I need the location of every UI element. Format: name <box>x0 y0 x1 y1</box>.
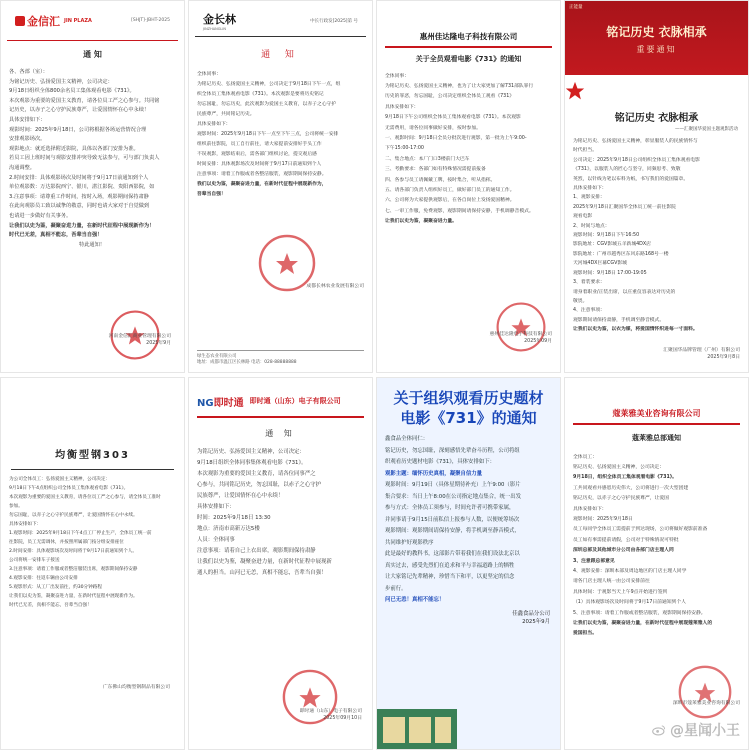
sign-company: 深圳市蔻莱雅美业咨询有限公司 <box>672 701 740 706</box>
company-name: 即时通（山东）电子有限公司 <box>249 397 341 405</box>
body-line: 9月18日，组织全体员工集体观看电影《731》。 <box>573 475 677 481</box>
notice-body <box>1 476 184 610</box>
logo-mark-icon <box>15 16 25 26</box>
red-seal-icon <box>677 664 733 720</box>
body-line: 9月18日组织全体同事集体观看电影《731》。 <box>197 459 307 466</box>
body-line: 观影时间：9月19日（具体星期待补充）上午9:00（影片 <box>385 482 521 488</box>
body-line: 让我们以史为鉴，凝聚奋进力量，在新时代征程中展现新作为！ <box>9 222 155 229</box>
body-line: 我们以史为鉴，凝聚奋进力量，在新时代征程中展现新作为， <box>197 182 327 187</box>
document-ref: [SHJT]-JBHT-2025 <box>131 18 170 23</box>
company-name: 惠州佳达隆电子科技有限公司 <box>419 32 518 41</box>
body-line: 3、着装要求： <box>573 280 605 286</box>
body-line: 铭记历史、弘扬爱国主义精神，公司决定： <box>573 464 665 470</box>
logo-subtext: JIN PLAZA <box>64 17 92 24</box>
body-line: 具体安排如下： <box>197 503 235 510</box>
body-line: 为铭记历史、弘扬爱国主义精神，公司决定： <box>197 448 305 455</box>
body-line: 心参与，共同铭记历史，勿忘国耻，以赤子之心守护 <box>197 481 321 488</box>
sign-company: 汇聚国华品牌管理（广州）有限公司 <box>663 348 740 353</box>
body-line: 时间安排：具体观影场次及时间将于9月17日前通知到个人 <box>197 162 322 167</box>
body-line: 观影期间请保持肃静，手机调至静音模式。 <box>573 317 665 323</box>
body-line: 铭记历史，以赤子之心守护民族尊严，让爱国 <box>573 496 669 502</box>
body-line: 织观看历史题材电影《731》，具体安排如下： <box>385 459 496 465</box>
body-line: 下午15:00-17:00 <box>385 146 424 152</box>
body-line: 为铭记历史、弘扬爱国主义精神，也为了让大家更加了解731部队罪行 <box>385 83 534 89</box>
body-line: 工共同观看并感恩历史伟大，公司将进行一次大型团建 <box>573 485 689 491</box>
body-line: 5.观影形式：从工厂出发前往，约30分钟路程 <box>9 585 102 590</box>
body-line: 观影时间：2025年9月18日，公司将根据各场运营情况合理 <box>9 126 147 133</box>
notice-panel-jinxinhui <box>0 0 185 373</box>
body-line: 公司决定：2025年9月18日公司组织全体员工集体观看电影 <box>573 157 700 163</box>
company-logo <box>197 394 244 409</box>
logo-text: 金信汇 <box>27 14 60 28</box>
body-line: 注意事项：请着自己上衣出席，观影期间保持肃静 <box>197 547 316 554</box>
notice-panel-jiaxin <box>376 377 561 750</box>
body-line: 让我们以史为鉴，凝聚奋进力量。 <box>385 219 457 225</box>
company-logo <box>15 13 92 29</box>
body-line: 记历史，以赤子之心守护民族尊严，让爱国情怀在心中永续！ <box>9 107 150 114</box>
body-line: 各、各部（室）： <box>9 69 48 75</box>
notice-panel-koulaiya <box>564 377 749 750</box>
body-line: 注意事项：请着工作服或者各整洁服装，观影期间保持安静。 <box>197 172 327 177</box>
banner-subtitle: 重要通知 <box>636 45 677 54</box>
body-line: 组织前往影院，员工自行前往，请大家提前安排好手头工作 <box>197 142 322 147</box>
body-line: 4.观影安排：往返车辆由公司安排 <box>9 576 78 581</box>
body-line: （1）具体观影场次及时间将于9月17日前通知到个人 <box>573 600 686 606</box>
company-logo <box>203 11 236 31</box>
notice-title: 关于全员观看电影《731》的通知 <box>415 54 522 63</box>
notice-panel-jishitong <box>188 377 373 750</box>
body-line: 民族尊严，共同铭记历史。 <box>197 112 255 117</box>
body-line: 共同维护好观影秩序 <box>385 539 434 546</box>
body-line: 敬畏。 <box>573 298 588 304</box>
notice-body <box>189 447 372 578</box>
blue-banner <box>377 378 560 428</box>
footer-company: 绿生态农业有限公司 <box>197 354 237 359</box>
body-line: 无需费用，请各位同事做好安排，按时参加。 <box>385 125 481 131</box>
signature-block <box>427 331 552 345</box>
red-banner <box>565 1 748 75</box>
notice-body <box>565 453 748 639</box>
body-line: 2、时间与地点： <box>573 223 610 229</box>
body-line: 真实过去，感受先烈们在追求和平与幸福道路上的牺牲 <box>385 562 515 569</box>
body-line: 让我们以史为鉴，凝聚奋进力量，在新时代征程中展现新作为。 <box>9 594 138 599</box>
body-line: 也请进一步做好有关事务。 <box>9 212 72 219</box>
body-line: 织全体员工集体观看电影《731》。本次观影是要将历史铭记 <box>197 92 324 97</box>
sign-date: 2025年09月10日 <box>323 716 362 721</box>
body-line: 为铭记历史、弘扬爱国主义精神，彰显服装人的民族情怀与 <box>573 139 698 144</box>
body-line: 六、公司将为大家提供观影后，在各自岗位上发扬爱国精神。 <box>385 198 515 204</box>
body-line: 2025年9月18日汇聚国华全体员工统一前往影院 <box>573 204 676 210</box>
signature-block <box>377 610 560 626</box>
body-line: 4、注意事项： <box>573 308 605 314</box>
body-line: 观影时间：2025年9月18日下午一点至下午三点，公司将统一安排 <box>197 132 339 137</box>
body-line: 全体同事： <box>385 73 409 79</box>
sign-company: 即时通（山东）电子有限公司 <box>299 709 362 714</box>
body-line: 勿忘国耻，以赤子之心守护民族尊严，让爱国情怀在心中永续。 <box>9 513 138 518</box>
notice-title: 铭记历史 衣脉相承 <box>614 113 699 124</box>
footer-address: 地址：成都市温江区长林路 电话：028-88888888 <box>197 360 297 365</box>
notice-body <box>377 72 560 227</box>
body-line: 9月18日组织全体800余名员工集体观看电影《731》。 <box>9 88 135 95</box>
body-line: 深圳总部及其他城市分公司由各部门店主理人同 <box>573 548 674 554</box>
body-line: 并同事请于9月15日前私信上报参与人数，以便统筹场次 <box>385 516 520 523</box>
body-line: 《731》，以服装人的匠心与坚守，同频思考、致敬 <box>573 167 681 173</box>
body-line: 3.注意事项：请尊重工作时间，按时入场，观影期间保持肃静 <box>9 193 149 200</box>
body-line: 观影主题：缅怀历史真相，凝聚自信力量 <box>385 470 483 477</box>
watermark-text: @星闻小王 <box>670 723 740 739</box>
body-line: 具体安排如下： <box>9 522 42 527</box>
sign-company: 河南金信汇商业管理有限公司 <box>108 334 171 339</box>
body-line: 集合要求：当日上午8:00在公司指定地点集合，统一出发 <box>385 493 522 500</box>
body-line: 铭记历史，勿忘国耻，深刻感悟先辈奋斗历程，公司将组 <box>385 447 520 454</box>
body-line: 英烈，以针线为笔以布料为纸，书写我们的爱国篇章。 <box>573 176 689 182</box>
body-line: 参与方式：全体员工须参与，时间允许者可携带家属， <box>385 505 515 511</box>
logo-text: 即时通 <box>213 397 244 409</box>
sign-date: 2025年9月8日 <box>707 355 740 360</box>
signature-block <box>222 708 362 722</box>
body-line: 观影时间：2025年9月18日 <box>573 516 633 522</box>
body-line: 时代已无差，真相不能忘，吾辈当自强！ <box>9 603 92 608</box>
body-line: 全体同事： <box>197 72 221 77</box>
document-ref: 中长行政发[2025]第 号 <box>310 18 358 24</box>
body-line: 通人的担当。山河已无恙，真相不能忘，吾辈当自强！ <box>197 569 327 576</box>
body-line: 三、考勤要求：各部门如有特殊情况需提前报备 <box>385 167 486 173</box>
panel-footer <box>197 350 364 366</box>
body-line: 一、观影时间：9月18日全员分批次进行观影，第一批为上午9:00- <box>385 135 527 141</box>
body-line: 民族尊严，让爱国情怀在心中永续！ <box>197 492 284 499</box>
body-line: 具体安排如下： <box>197 122 231 127</box>
sign-company: 佳鑫食品分公司 <box>512 610 550 617</box>
body-line: 勿忘国耻，勿忘历史，此次观影为爱国主义教育，以赤子之心守护 <box>197 102 337 107</box>
notice-subtitle: ——汇聚国华爱国主题观影活动 <box>675 127 738 132</box>
body-line: 4、观影安排：深圳本部及周边地区的门店主理人同学 <box>573 568 687 574</box>
body-line: 请身着职业/正装出席，以庄重仪容表达对历史的 <box>573 289 676 295</box>
body-line: 不误观影，观影结束后，需各部门组织讨论，提交观后感 <box>197 152 317 157</box>
body-line: 为铭记历史、弘扬爱国主义精神，公司决定： <box>9 78 113 85</box>
sign-date: 2025年09月 <box>524 339 552 344</box>
body-line: 让我们以史为鉴，凝聚奋进力量，在新时代征程中展现蔻莱雅人的 <box>573 621 713 626</box>
body-line: 七、一审工作服，免费观影，观影期间请保持安静，手机调静音模式。 <box>385 208 534 214</box>
panel-header <box>7 1 178 41</box>
body-line: 观看电影 <box>573 214 593 220</box>
notice-panel-huiju <box>564 0 749 373</box>
closing-line: 让我们以史为鉴，以衣为媒，将爱国情怀织进每一寸面料。 <box>573 327 698 333</box>
panel-header <box>189 386 372 416</box>
banner-tag: 正能量 <box>569 5 583 10</box>
sign-company: 惠州佳达隆电子科技有限公司 <box>489 332 552 337</box>
decorative-corner-icon <box>377 699 457 749</box>
header-divider <box>385 46 552 48</box>
body-line: 让大家铭记先辈精神，珍惜当下和平，以更坚定的信念 <box>385 574 515 580</box>
body-line: 五、请各部门负责人组织好员工，做好部门员工的通知工作。 <box>385 187 515 193</box>
body-line: 地点：济南市高新万达5楼 <box>197 525 260 532</box>
logo-subtext: JINZHANGLIN <box>203 26 227 31</box>
notice-body <box>1 68 184 249</box>
body-line: 员工每同学全体员工需提前于到达现场，公司将做好观影前准备 <box>573 527 708 533</box>
red-seal-icon <box>495 301 547 353</box>
body-line: 全体员工： <box>573 454 597 460</box>
body-line: 具体安排如下： <box>573 506 607 512</box>
weibo-watermark <box>652 720 740 740</box>
body-line: 具体安排如下： <box>385 104 419 110</box>
notice-title: 蔻莱雅总部通知 <box>632 433 681 442</box>
body-line: 2.时间安排：具体观影场次及时间将于9月17日前通知到个人 <box>9 174 149 181</box>
notice-title: 均衡型钢303 <box>55 450 130 461</box>
body-line: 四、各参与员工请佩戴工牌，按时集合，听从指挥。 <box>385 177 496 183</box>
body-line: 观影时间：9月18日下午16:50 <box>573 233 640 239</box>
header-divider <box>197 416 364 418</box>
notice-body <box>189 70 372 199</box>
body-line: 9月18日下午4点组织公司全体员工集体观看电影《731》。 <box>9 486 129 491</box>
notice-panel-jiadalong <box>376 0 561 373</box>
body-line: 安排观影场次。 <box>9 136 46 143</box>
body-line: 鑫食品全体同仁： <box>385 436 429 442</box>
signature-block <box>51 333 171 347</box>
body-line: 二、集合地点：本厂门口3楼前门大巴车 <box>385 156 470 162</box>
body-line: 单位观影数：万达影院西宁、银川，湛江影院、贵阳西影院，如 <box>9 184 155 191</box>
body-line: 影院地址：广州市越秀区东风东路168号一楼 <box>573 251 669 257</box>
body-line: 1.观影时间：2025年9月18日下午4点工厂停止生产，全体员工统一前 <box>9 531 152 536</box>
logo-mark-text: NG <box>197 397 214 409</box>
notice-body <box>565 138 748 335</box>
body-line: 参加。 <box>9 504 23 509</box>
sign-text: 特此通知！ <box>79 241 105 248</box>
logo-text: 金长林 <box>203 12 236 26</box>
body-line: 具体时间：于观影当天上午9点开始进行签到 <box>573 589 668 595</box>
body-line: 天河城4DX巨幕CGV影城 <box>573 261 627 267</box>
banner-title: 铭记历史 衣脉相承 <box>606 25 707 39</box>
body-line: 观影期间：观影期间请保持安静，将手机调至静音模式， <box>385 528 520 534</box>
header-divider <box>573 423 740 425</box>
body-line: 公司将统一安排车子接送 <box>9 558 60 563</box>
body-line: 5、注意事项：请着工作服或者整洁服装，观影期间保持安静。 <box>573 610 706 616</box>
body-line: 为铭记历史、弘扬爱国主义精神，公司决定于9月18日下午一点，组 <box>197 82 341 87</box>
body-line: 3.注意事项：请着工作服或者整洁服装出席，观影期间保持安静 <box>9 567 138 572</box>
body-line: 爱国担当。 <box>573 631 597 637</box>
body-line: 本次观影为重要的爱国主义教育，请各位同事严之 <box>197 470 316 477</box>
title-divider <box>11 469 174 470</box>
signature-block <box>590 347 740 361</box>
body-line: 人员：全体同事 <box>197 536 235 543</box>
body-line: 若员工因上班时间与观影安排冲突导致无法参与，可与部门负责人 <box>9 155 160 162</box>
body-line: 步前行。 <box>385 585 407 592</box>
notice-panel-junheng <box>0 377 185 750</box>
body-line: 本次观影为重要的爱国主义教育，请各位员工严之心参与。共同铭 <box>9 97 160 104</box>
notice-body <box>377 434 560 606</box>
sign-company: 广东佛山均衡型钢制品有限公司 <box>102 685 170 690</box>
sign-date: 2025年9月 <box>146 341 171 346</box>
body-line: 具体安排如下： <box>9 116 46 123</box>
body-line: 2.时间安排：具体观影场次及时间将于9月17日前通知到个人。 <box>9 549 137 554</box>
body-line: 为公司全体员工：弘扬爱国主义精神，公司决定： <box>9 477 111 482</box>
body-line: 历史的罪恶，勿忘国耻，公司决定组织全体员工观看《731》 <box>385 94 515 100</box>
body-line: 吾辈当自强！ <box>197 192 226 197</box>
body-line: 时代已无差，真相不能忘，吾辈当自强！ <box>9 232 103 239</box>
notice-panel-jinzhanglin <box>188 0 373 373</box>
panel-header <box>195 5 366 37</box>
body-line: 具体安排如下： <box>573 186 607 192</box>
body-line: 此是最好的教科书，这部影片带着我们在我们设法北京以 <box>385 551 520 557</box>
body-line: 9月18日下午公司组织全体员工集体观看电影《731》。本次观影 <box>385 115 521 121</box>
body-line: 请各门店主理人统一由公司安排前往 <box>573 579 650 585</box>
notice-title: 通 知 <box>265 428 296 438</box>
body-line: 本次观影为重要的爱国主义教育，请各位员工严之心参与，请全体员工准时 <box>9 495 161 500</box>
body-line: 观影时间：9月18日 17:00-19:05 <box>573 270 647 276</box>
banner-subtitle: 电影《731》的通知 <box>400 409 537 427</box>
closing-line: 问已无恙！真相不能忘！ <box>385 597 445 603</box>
body-line: 员工如有事需提前请假，公司对于特殊情况可特批 <box>573 537 679 543</box>
red-star-icon <box>565 81 585 101</box>
body-line: 在此向观影员工致以诚挚的敬意，同时也请大家对于自觉做到 <box>9 203 150 210</box>
body-line: 观影地点：就近选择附近影院，具体以各部门安排为准。 <box>9 145 139 152</box>
body-line: 时代担当。 <box>573 148 597 154</box>
banner-title: 关于组织观看历史题材 <box>393 389 544 407</box>
weibo-icon <box>652 724 666 736</box>
body-line: 沟通调整。 <box>9 164 35 171</box>
body-line: 影院地址：CGV影城五羊新城4DX店 <box>573 242 651 248</box>
sign-date: 2025年9月 <box>522 618 550 625</box>
body-line: 让我们以史为鉴，凝聚奋进力量，在新时代征程中展现新 <box>197 558 332 565</box>
company-name: 蔻莱雅美业咨询有限公司 <box>612 409 701 418</box>
body-line: 3、注意跟总部意见 <box>573 558 615 564</box>
body-line: 往影院，员工无需调休，并按照所属部门按分组安排座位 <box>9 540 124 545</box>
body-line: 时间：2025年9月18日 13:30 <box>197 514 271 521</box>
notice-title: 通 知 <box>261 50 300 60</box>
notice-title: 通 知 <box>83 50 102 59</box>
sign-company: 成都长林农业发展有限公司 <box>306 284 364 289</box>
body-line: 1、观影安排： <box>573 195 605 201</box>
